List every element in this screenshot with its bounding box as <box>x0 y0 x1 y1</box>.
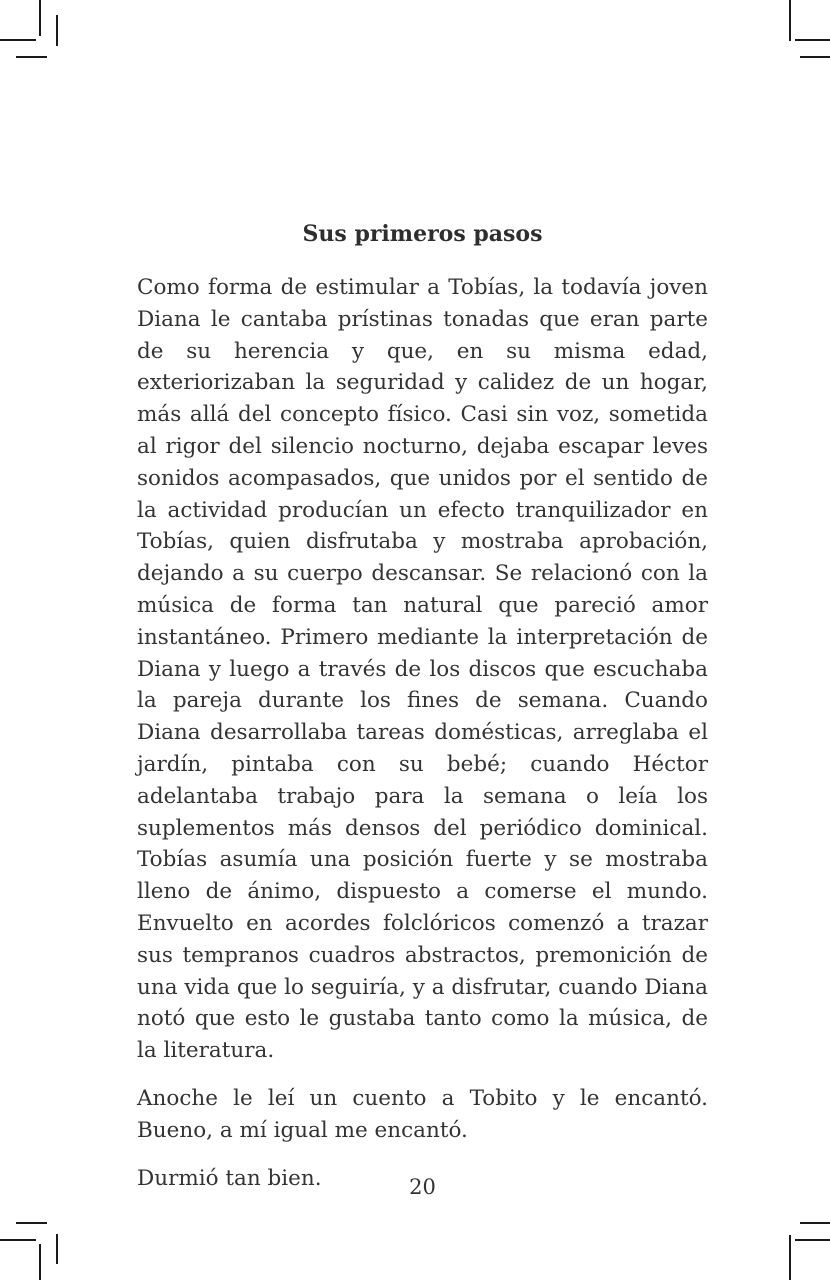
crop-mark-top-right-vertical-outer <box>789 0 791 41</box>
crop-mark-top-left-vertical-inner <box>56 15 58 46</box>
crop-mark-top-left-horizontal-outer <box>0 39 36 41</box>
crop-mark-bottom-right-horizontal-outer <box>795 1239 830 1241</box>
crop-mark-bottom-left-vertical-inner <box>56 1234 58 1264</box>
crop-mark-top-right-horizontal-outer <box>795 39 830 41</box>
text-block <box>137 218 708 1194</box>
crop-mark-bottom-left-horizontal-inner <box>16 1222 47 1224</box>
crop-mark-bottom-left-vertical-outer <box>39 1244 41 1280</box>
crop-mark-top-left-vertical-outer <box>39 0 41 36</box>
crop-mark-bottom-left-horizontal-outer <box>0 1239 36 1241</box>
section-title: Sus primeros pasos <box>302 221 543 247</box>
crop-mark-top-right-horizontal-inner <box>800 56 830 58</box>
body-paragraph-2: Anoche le leí un cuento a Tobito y le encantó. Bueno, a mí igual me encantó. <box>137 1085 708 1143</box>
crop-mark-bottom-right-vertical-outer <box>789 1235 791 1280</box>
crop-mark-bottom-right-horizontal-inner <box>800 1222 830 1224</box>
body-paragraph-1: Como forma de estimular a Tobías, la todavía joven Diana le cantaba prístinas tonadas que eran parte de su herencia y que, en su misma edad, exteriorizaban la seguridad y calidez de un hogar, más allá del concepto físico. Casi sin voz, sometida al rigor del silencio nocturno, dejaba escapar leves sonidos acompasados, que unidos por el sentido de la actividad producían un efecto tranquilizador en Tobías, quien disfrutaba y mostraba aprobación, dejando a su cuerpo descansar. Se relacionó con la música de forma tan natural que pareció amor instantáneo. Primero mediante la interpretación de Diana y luego a través de los discos que escuchaba la pareja durante los fines de semana. Cuando Diana desarrollaba tareas domésticas, arreglaba el jardín, pintaba con su bebé; cuando Héctor adelantaba trabajo para la semana o leía los suplementos más densos del periódico dominical. Tobías asumía una posición fuerte y se mostraba lleno de ánimo, dispuesto a comerse el mundo. Envuelto en acordes folclóricos comenzó a trazar sus tempranos cuadros abstractos, premonición de una vida que lo seguiría, y a disfrutar, cuando Diana notó que esto le gustaba tanto como la música, de la literatura. <box>137 275 708 1064</box>
crop-mark-top-left-horizontal-inner <box>16 56 47 58</box>
body-paragraph-3: Durmió tan bien. <box>137 1165 322 1191</box>
page-number: 20 <box>409 1175 436 1199</box>
